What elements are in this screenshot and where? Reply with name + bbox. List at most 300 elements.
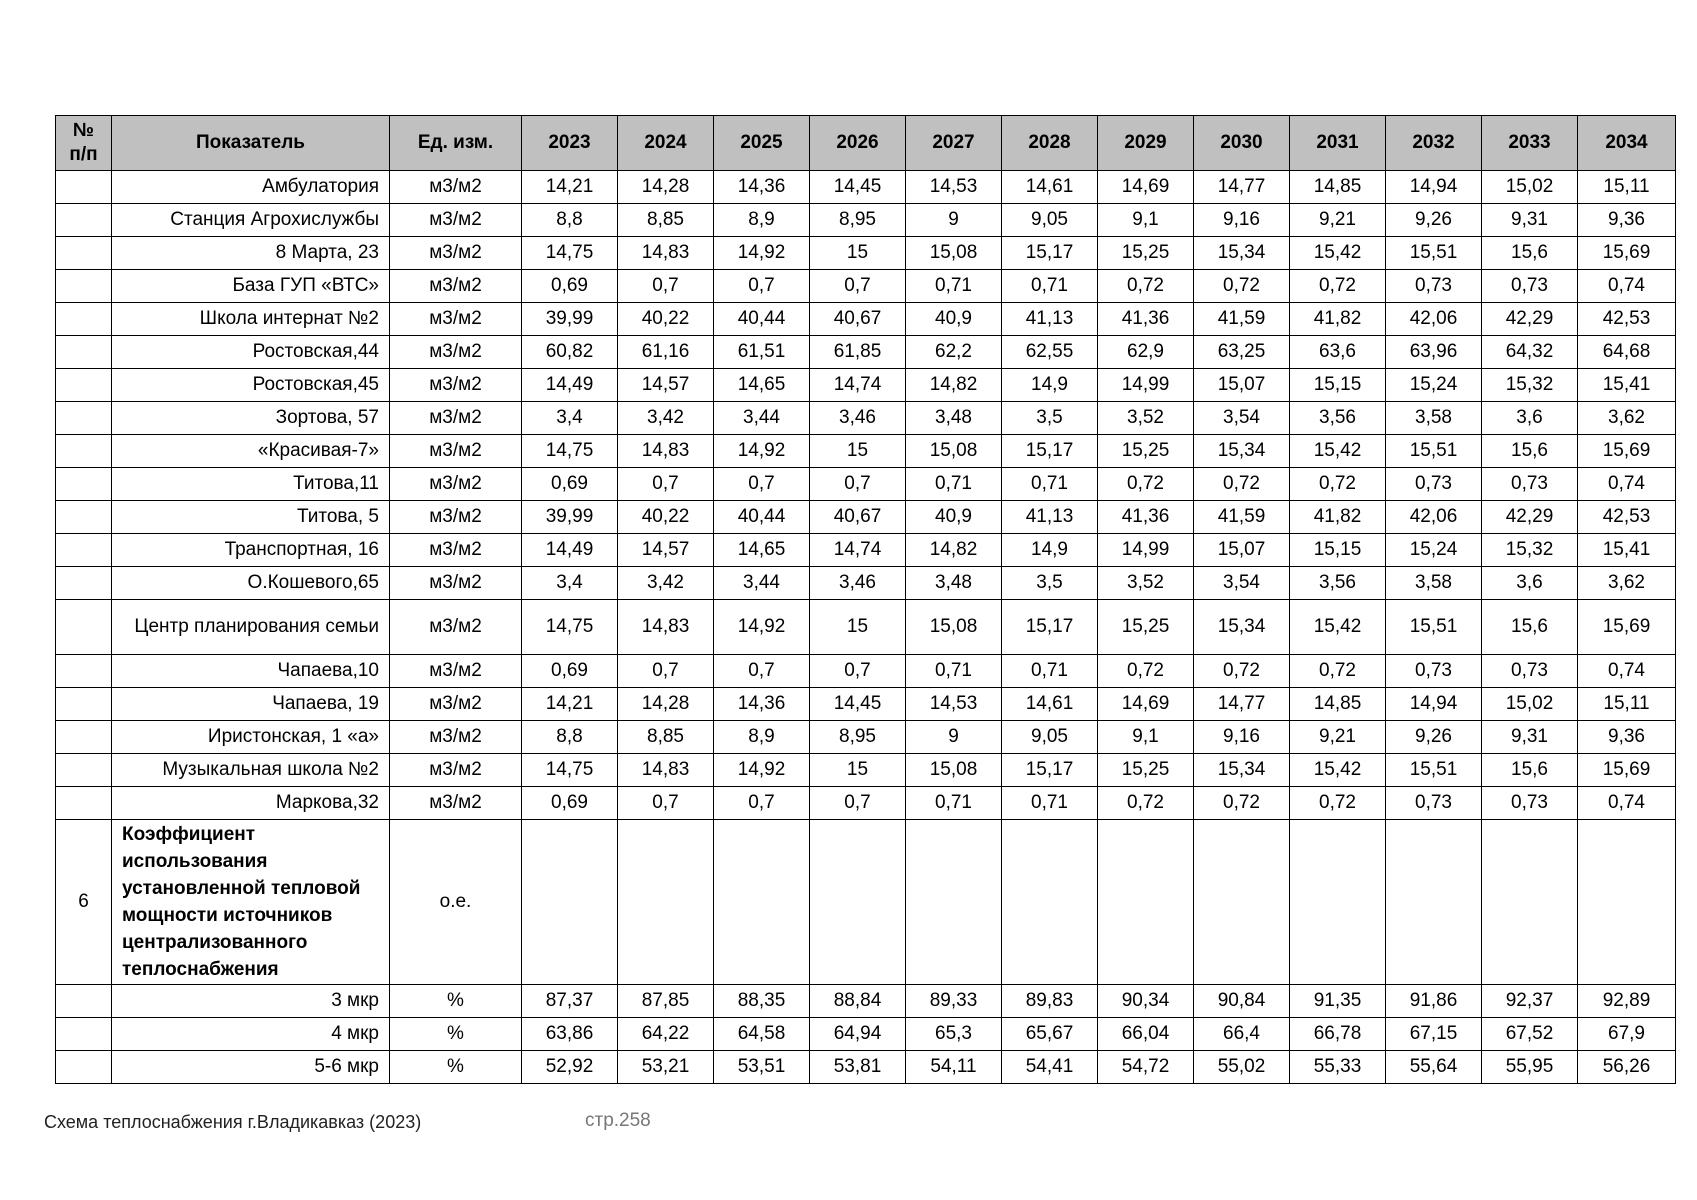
value-cell: 15,34 — [1194, 435, 1290, 468]
value-cell — [714, 820, 810, 985]
value-cell: 15,24 — [1386, 369, 1482, 402]
value-cell — [1578, 820, 1676, 985]
value-cell: 0,7 — [714, 655, 810, 688]
row-number — [56, 985, 112, 1018]
header-row — [56, 116, 1676, 171]
row-number — [56, 402, 112, 435]
table-header — [56, 116, 1676, 171]
row-unit: % — [390, 1051, 522, 1084]
value-cell: 0,69 — [522, 655, 618, 688]
row-number — [56, 721, 112, 754]
value-cell: 88,84 — [810, 985, 906, 1018]
value-cell: 41,82 — [1290, 303, 1386, 336]
value-cell: 14,94 — [1386, 688, 1482, 721]
value-cell: 15,69 — [1578, 435, 1676, 468]
value-cell: 15,25 — [1098, 754, 1194, 787]
table-body — [56, 171, 1676, 1084]
row-unit: м3/м2 — [390, 721, 522, 754]
row-number — [56, 1018, 112, 1051]
value-cell: 39,99 — [522, 303, 618, 336]
value-cell: 9,26 — [1386, 204, 1482, 237]
row-indicator: Иристонская, 1 «а» — [112, 721, 390, 754]
row-number — [56, 303, 112, 336]
value-cell: 0,73 — [1482, 787, 1578, 820]
value-cell: 3,4 — [522, 402, 618, 435]
value-cell: 14,92 — [714, 237, 810, 270]
table-row — [56, 468, 1676, 501]
value-cell: 14,75 — [522, 237, 618, 270]
value-cell: 42,06 — [1386, 501, 1482, 534]
row-indicator: Транспортная, 16 — [112, 534, 390, 567]
value-cell: 0,73 — [1386, 655, 1482, 688]
value-cell: 55,02 — [1194, 1051, 1290, 1084]
value-cell — [618, 820, 714, 985]
value-cell: 92,37 — [1482, 985, 1578, 1018]
value-cell: 62,55 — [1002, 336, 1098, 369]
row-unit: % — [390, 1018, 522, 1051]
row-unit: м3/м2 — [390, 688, 522, 721]
table-row — [56, 534, 1676, 567]
row-indicator: Школа интернат №2 — [112, 303, 390, 336]
row-indicator: «Красивая-7» — [112, 435, 390, 468]
value-cell: 15,11 — [1578, 688, 1676, 721]
value-cell: 39,99 — [522, 501, 618, 534]
value-cell: 14,74 — [810, 534, 906, 567]
row-unit: о.е. — [390, 820, 522, 985]
value-cell: 15,34 — [1194, 237, 1290, 270]
row-number — [56, 754, 112, 787]
row-unit: м3/м2 — [390, 402, 522, 435]
value-cell: 15 — [810, 237, 906, 270]
value-cell: 0,73 — [1482, 468, 1578, 501]
value-cell: 3,46 — [810, 402, 906, 435]
table-row — [56, 303, 1676, 336]
value-cell: 9,05 — [1002, 721, 1098, 754]
value-cell: 15,08 — [906, 237, 1002, 270]
value-cell: 0,72 — [1194, 468, 1290, 501]
value-cell: 0,72 — [1194, 270, 1290, 303]
value-cell: 0,69 — [522, 787, 618, 820]
value-cell: 15,51 — [1386, 754, 1482, 787]
header-num: № п/п — [56, 116, 112, 171]
value-cell: 14,28 — [618, 171, 714, 204]
value-cell: 14,69 — [1098, 688, 1194, 721]
row-number — [56, 534, 112, 567]
row-indicator: 4 мкр — [112, 1018, 390, 1051]
value-cell: 9,1 — [1098, 721, 1194, 754]
value-cell: 0,7 — [810, 270, 906, 303]
value-cell: 55,33 — [1290, 1051, 1386, 1084]
value-cell: 15,11 — [1578, 171, 1676, 204]
value-cell: 0,72 — [1194, 655, 1290, 688]
row-indicator: 5-6 мкр — [112, 1051, 390, 1084]
value-cell: 41,59 — [1194, 501, 1290, 534]
value-cell: 55,64 — [1386, 1051, 1482, 1084]
row-indicator: Титова, 5 — [112, 501, 390, 534]
value-cell: 9,16 — [1194, 721, 1290, 754]
value-cell: 41,82 — [1290, 501, 1386, 534]
header-indicator: Показатель — [112, 116, 390, 171]
row-unit: м3/м2 — [390, 303, 522, 336]
value-cell: 15,69 — [1578, 600, 1676, 655]
value-cell: 0,71 — [906, 787, 1002, 820]
value-cell: 41,59 — [1194, 303, 1290, 336]
value-cell: 87,37 — [522, 985, 618, 1018]
value-cell: 66,04 — [1098, 1018, 1194, 1051]
table-row — [56, 171, 1676, 204]
value-cell: 0,73 — [1386, 787, 1482, 820]
value-cell: 9,36 — [1578, 721, 1676, 754]
header-year: 2023 — [522, 116, 618, 171]
value-cell — [522, 820, 618, 985]
row-unit: м3/м2 — [390, 171, 522, 204]
value-cell: 0,72 — [1194, 787, 1290, 820]
value-cell: 14,92 — [714, 600, 810, 655]
value-cell: 0,7 — [618, 468, 714, 501]
value-cell: 9,26 — [1386, 721, 1482, 754]
value-cell: 60,82 — [522, 336, 618, 369]
value-cell: 0,7 — [810, 468, 906, 501]
value-cell: 3,62 — [1578, 402, 1676, 435]
value-cell: 15,34 — [1194, 600, 1290, 655]
value-cell: 0,69 — [522, 270, 618, 303]
value-cell: 42,29 — [1482, 501, 1578, 534]
value-cell: 42,06 — [1386, 303, 1482, 336]
value-cell: 0,7 — [618, 270, 714, 303]
row-unit: м3/м2 — [390, 600, 522, 655]
value-cell: 40,67 — [810, 303, 906, 336]
value-cell: 15,02 — [1482, 688, 1578, 721]
value-cell: 15,32 — [1482, 369, 1578, 402]
value-cell: 63,86 — [522, 1018, 618, 1051]
row-unit: м3/м2 — [390, 754, 522, 787]
value-cell: 14,82 — [906, 534, 1002, 567]
table-row — [56, 600, 1676, 655]
row-number — [56, 270, 112, 303]
row-indicator: Ростовская,44 — [112, 336, 390, 369]
value-cell: 62,2 — [906, 336, 1002, 369]
row-number — [56, 171, 112, 204]
value-cell: 14,36 — [714, 688, 810, 721]
value-cell: 0,71 — [1002, 468, 1098, 501]
value-cell: 3,48 — [906, 402, 1002, 435]
value-cell: 15,08 — [906, 754, 1002, 787]
value-cell: 91,86 — [1386, 985, 1482, 1018]
value-cell: 3,42 — [618, 402, 714, 435]
value-cell: 55,95 — [1482, 1051, 1578, 1084]
value-cell: 8,85 — [618, 721, 714, 754]
footer-document-title: Схема теплоснабжения г.Владикавказ (2023) — [44, 1112, 422, 1132]
value-cell: 65,3 — [906, 1018, 1002, 1051]
value-cell: 0,72 — [1098, 655, 1194, 688]
value-cell: 9,31 — [1482, 204, 1578, 237]
value-cell: 41,36 — [1098, 501, 1194, 534]
value-cell: 15,42 — [1290, 754, 1386, 787]
value-cell: 53,21 — [618, 1051, 714, 1084]
value-cell: 14,61 — [1002, 171, 1098, 204]
value-cell: 15,08 — [906, 600, 1002, 655]
value-cell: 15 — [810, 600, 906, 655]
value-cell: 15,42 — [1290, 237, 1386, 270]
value-cell: 67,15 — [1386, 1018, 1482, 1051]
value-cell: 15,07 — [1194, 369, 1290, 402]
value-cell: 0,74 — [1578, 270, 1676, 303]
value-cell: 14,83 — [618, 754, 714, 787]
value-cell: 14,57 — [618, 534, 714, 567]
value-cell: 40,22 — [618, 303, 714, 336]
row-unit: м3/м2 — [390, 435, 522, 468]
table-row — [56, 270, 1676, 303]
row-number — [56, 468, 112, 501]
row-unit: м3/м2 — [390, 237, 522, 270]
value-cell: 9 — [906, 204, 1002, 237]
row-number — [56, 204, 112, 237]
table-row — [56, 1051, 1676, 1084]
value-cell: 64,22 — [618, 1018, 714, 1051]
value-cell: 0,71 — [1002, 270, 1098, 303]
value-cell: 63,6 — [1290, 336, 1386, 369]
value-cell: 41,13 — [1002, 303, 1098, 336]
value-cell: 15,32 — [1482, 534, 1578, 567]
row-number — [56, 237, 112, 270]
value-cell: 14,49 — [522, 369, 618, 402]
header-year: 2029 — [1098, 116, 1194, 171]
value-cell: 14,57 — [618, 369, 714, 402]
table-row — [56, 369, 1676, 402]
table-row — [56, 688, 1676, 721]
value-cell: 8,8 — [522, 721, 618, 754]
value-cell: 0,72 — [1098, 270, 1194, 303]
value-cell: 14,83 — [618, 237, 714, 270]
value-cell: 0,72 — [1098, 468, 1194, 501]
row-number — [56, 336, 112, 369]
value-cell: 40,9 — [906, 303, 1002, 336]
value-cell: 14,36 — [714, 171, 810, 204]
value-cell: 0,71 — [1002, 787, 1098, 820]
value-cell — [1098, 820, 1194, 985]
header-year: 2027 — [906, 116, 1002, 171]
value-cell: 0,71 — [906, 270, 1002, 303]
section-row — [56, 820, 1676, 985]
header-year: 2033 — [1482, 116, 1578, 171]
value-cell: 3,58 — [1386, 402, 1482, 435]
value-cell: 64,32 — [1482, 336, 1578, 369]
value-cell — [810, 820, 906, 985]
table-row — [56, 237, 1676, 270]
value-cell: 15,6 — [1482, 600, 1578, 655]
value-cell: 14,92 — [714, 435, 810, 468]
value-cell: 52,92 — [522, 1051, 618, 1084]
row-number — [56, 787, 112, 820]
value-cell: 0,7 — [714, 468, 810, 501]
value-cell: 15,51 — [1386, 600, 1482, 655]
value-cell: 3,54 — [1194, 567, 1290, 600]
value-cell: 8,95 — [810, 204, 906, 237]
value-cell: 9,05 — [1002, 204, 1098, 237]
value-cell: 15,25 — [1098, 435, 1194, 468]
value-cell: 3,54 — [1194, 402, 1290, 435]
value-cell: 14,85 — [1290, 688, 1386, 721]
value-cell: 15,42 — [1290, 600, 1386, 655]
value-cell: 40,44 — [714, 303, 810, 336]
value-cell: 0,73 — [1482, 655, 1578, 688]
value-cell: 14,28 — [618, 688, 714, 721]
value-cell: 3,46 — [810, 567, 906, 600]
table-row — [56, 787, 1676, 820]
value-cell: 14,99 — [1098, 534, 1194, 567]
value-cell: 0,7 — [618, 787, 714, 820]
value-cell: 14,49 — [522, 534, 618, 567]
value-cell: 62,9 — [1098, 336, 1194, 369]
value-cell: 9 — [906, 721, 1002, 754]
value-cell: 15,69 — [1578, 754, 1676, 787]
table-row — [56, 985, 1676, 1018]
table-row — [56, 567, 1676, 600]
value-cell: 0,72 — [1290, 655, 1386, 688]
header-year: 2031 — [1290, 116, 1386, 171]
header-year: 2025 — [714, 116, 810, 171]
row-indicator: Зортова, 57 — [112, 402, 390, 435]
value-cell: 15,17 — [1002, 754, 1098, 787]
value-cell: 14,69 — [1098, 171, 1194, 204]
table-row — [56, 435, 1676, 468]
row-unit: м3/м2 — [390, 204, 522, 237]
value-cell: 9,31 — [1482, 721, 1578, 754]
value-cell: 8,85 — [618, 204, 714, 237]
value-cell: 0,72 — [1290, 270, 1386, 303]
value-cell: 8,95 — [810, 721, 906, 754]
row-indicator: Станция Агрохислужбы — [112, 204, 390, 237]
value-cell: 14,83 — [618, 435, 714, 468]
value-cell: 14,45 — [810, 171, 906, 204]
value-cell: 8,8 — [522, 204, 618, 237]
value-cell: 14,83 — [618, 600, 714, 655]
value-cell: 15,51 — [1386, 435, 1482, 468]
value-cell: 0,73 — [1386, 270, 1482, 303]
value-cell: 3,44 — [714, 567, 810, 600]
header-unit: Ед. изм. — [390, 116, 522, 171]
value-cell: 90,84 — [1194, 985, 1290, 1018]
value-cell: 15,34 — [1194, 754, 1290, 787]
value-cell: 8,9 — [714, 721, 810, 754]
row-indicator: Ростовская,45 — [112, 369, 390, 402]
header-year: 2032 — [1386, 116, 1482, 171]
value-cell: 3,52 — [1098, 402, 1194, 435]
value-cell — [1002, 820, 1098, 985]
row-indicator: 8 Марта, 23 — [112, 237, 390, 270]
value-cell: 0,73 — [1386, 468, 1482, 501]
value-cell: 15,15 — [1290, 534, 1386, 567]
value-cell: 61,16 — [618, 336, 714, 369]
value-cell: 15 — [810, 435, 906, 468]
row-unit: м3/м2 — [390, 336, 522, 369]
value-cell: 14,9 — [1002, 369, 1098, 402]
value-cell: 63,25 — [1194, 336, 1290, 369]
value-cell: 0,72 — [1098, 787, 1194, 820]
value-cell: 92,89 — [1578, 985, 1676, 1018]
row-number — [56, 600, 112, 655]
value-cell: 0,72 — [1290, 468, 1386, 501]
value-cell: 40,44 — [714, 501, 810, 534]
value-cell: 89,33 — [906, 985, 1002, 1018]
value-cell: 0,7 — [810, 655, 906, 688]
value-cell: 15,07 — [1194, 534, 1290, 567]
value-cell: 40,22 — [618, 501, 714, 534]
value-cell — [1482, 820, 1578, 985]
value-cell: 0,7 — [810, 787, 906, 820]
row-number — [56, 501, 112, 534]
header-year: 2028 — [1002, 116, 1098, 171]
value-cell: 15,08 — [906, 435, 1002, 468]
value-cell: 40,67 — [810, 501, 906, 534]
row-indicator: Чапаева,10 — [112, 655, 390, 688]
value-cell: 41,13 — [1002, 501, 1098, 534]
value-cell: 53,51 — [714, 1051, 810, 1084]
value-cell: 3,48 — [906, 567, 1002, 600]
row-unit: м3/м2 — [390, 534, 522, 567]
value-cell: 15,69 — [1578, 237, 1676, 270]
value-cell: 9,36 — [1578, 204, 1676, 237]
value-cell: 15,42 — [1290, 435, 1386, 468]
value-cell: 3,56 — [1290, 402, 1386, 435]
value-cell: 14,53 — [906, 171, 1002, 204]
value-cell: 64,58 — [714, 1018, 810, 1051]
value-cell: 15,41 — [1578, 369, 1676, 402]
row-indicator: Центр планирования семьи — [112, 600, 390, 655]
row-unit: м3/м2 — [390, 468, 522, 501]
value-cell: 14,65 — [714, 369, 810, 402]
value-cell: 42,53 — [1578, 303, 1676, 336]
value-cell: 14,77 — [1194, 688, 1290, 721]
value-cell: 14,45 — [810, 688, 906, 721]
table-row — [56, 501, 1676, 534]
row-number — [56, 1051, 112, 1084]
value-cell: 0,71 — [906, 655, 1002, 688]
value-cell: 3,5 — [1002, 402, 1098, 435]
value-cell: 61,85 — [810, 336, 906, 369]
value-cell: 15,17 — [1002, 435, 1098, 468]
row-number — [56, 655, 112, 688]
footer-page-number: стр.258 — [585, 1110, 651, 1131]
data-table — [55, 115, 1676, 1084]
value-cell: 0,7 — [714, 270, 810, 303]
value-cell: 3,58 — [1386, 567, 1482, 600]
table-row — [56, 754, 1676, 787]
value-cell: 61,51 — [714, 336, 810, 369]
value-cell: 14,75 — [522, 600, 618, 655]
value-cell: 15,6 — [1482, 237, 1578, 270]
value-cell: 67,52 — [1482, 1018, 1578, 1051]
value-cell: 14,9 — [1002, 534, 1098, 567]
row-indicator: 3 мкр — [112, 985, 390, 1018]
row-indicator: Титова,11 — [112, 468, 390, 501]
value-cell: 3,56 — [1290, 567, 1386, 600]
value-cell: 3,6 — [1482, 402, 1578, 435]
value-cell: 42,53 — [1578, 501, 1676, 534]
value-cell: 0,72 — [1290, 787, 1386, 820]
header-year: 2024 — [618, 116, 714, 171]
value-cell: 15,51 — [1386, 237, 1482, 270]
value-cell: 14,94 — [1386, 171, 1482, 204]
value-cell: 66,78 — [1290, 1018, 1386, 1051]
value-cell: 14,75 — [522, 754, 618, 787]
table-row — [56, 721, 1676, 754]
table-row — [56, 402, 1676, 435]
value-cell: 0,69 — [522, 468, 618, 501]
value-cell: 54,11 — [906, 1051, 1002, 1084]
value-cell: 54,72 — [1098, 1051, 1194, 1084]
table-row — [56, 336, 1676, 369]
